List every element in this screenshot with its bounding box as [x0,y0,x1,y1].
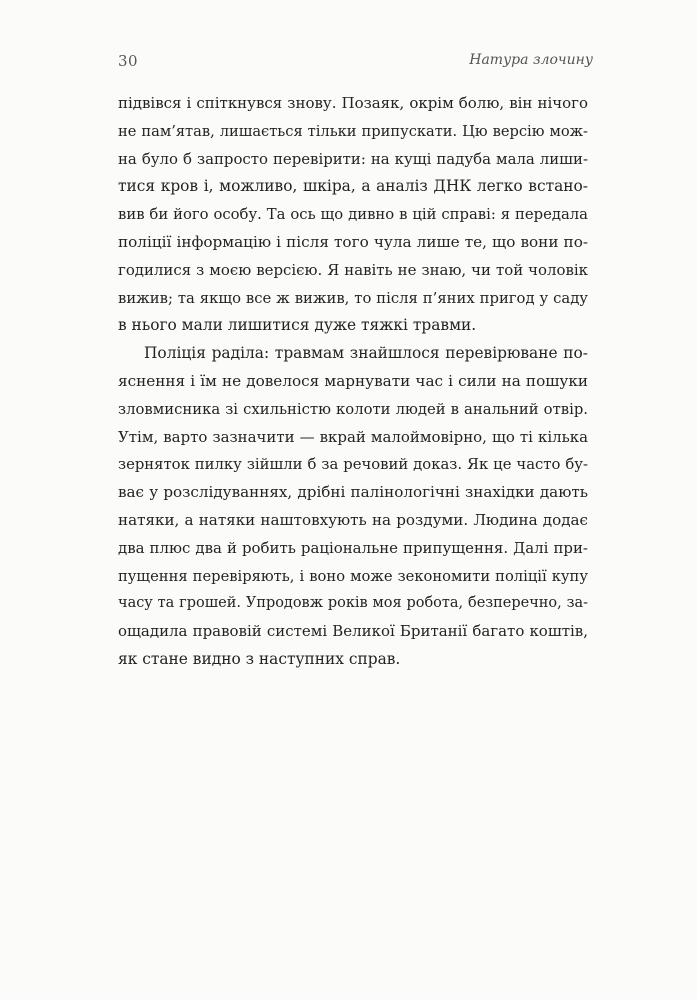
paragraph-2 [118,340,588,674]
text-line: Утім, варто зазначити — вкрай малоймовірно, що ті кілька [118,427,588,446]
text-line: як стане видно з наступних справ. [118,649,401,668]
text-line: два плюс два й робить раціональне припущення. Далі при- [118,538,588,557]
running-title: Натура злочину [469,52,593,68]
text-line: натяки, а натяки наштовхують на роздуми. Людина додає [118,510,588,529]
text-line: поліції інформацію і після того чула лише те, що вони по- [118,232,588,251]
text-line: годилися з моєю версією. Я навіть не знаю, чи той чоловік [118,260,588,279]
text-line: вижив; та якщо все ж вижив, то після п’яних пригод у саду [118,289,588,307]
text-line: яснення і їм не довелося марнувати час і сили на пошуки [118,371,588,390]
text-line: зерняток пилку зійшли б за речовий доказ. Як це часто бу- [118,456,588,474]
page-number: 30 [118,52,139,70]
text-line: тися кров і, можливо, шкіра, а аналіз ДНК легко встано- [118,177,588,196]
text-line: в нього мали лишитися дуже тяжкі травми. [118,316,477,335]
text-line: вив би його особу. Та ось що дивно в цій справі: я передала [118,206,588,224]
text-line: підвівся і спіткнувся знову. Позаяк, окрім болю, він нічого [118,94,588,112]
text-line: зловмисника зі схильністю колоти людей в анальний отвір. [118,400,588,418]
text-line: не пам’ятав, лишається тільки припускати. Цю версію мож- [118,122,588,140]
text-line: пущення перевіряють, і воно може зекономити поліції купу [118,567,588,585]
body-text [118,90,588,674]
text-line: на було б запросто перевірити: на кущі падуба мала лиши- [118,149,588,168]
paragraph-1 [118,90,588,340]
text-line: часу та грошей. Упродовж років моя робота, безперечно, за- [118,595,588,612]
text-line: ощадила правовій системі Великої Британії багато коштів, [118,622,588,641]
text-line: Поліція раділа: травмам знайшлося перевірюване по- [144,344,588,363]
text-line: ває у розслідуваннях, дрібні палінологічні знахідки дають [118,483,588,502]
